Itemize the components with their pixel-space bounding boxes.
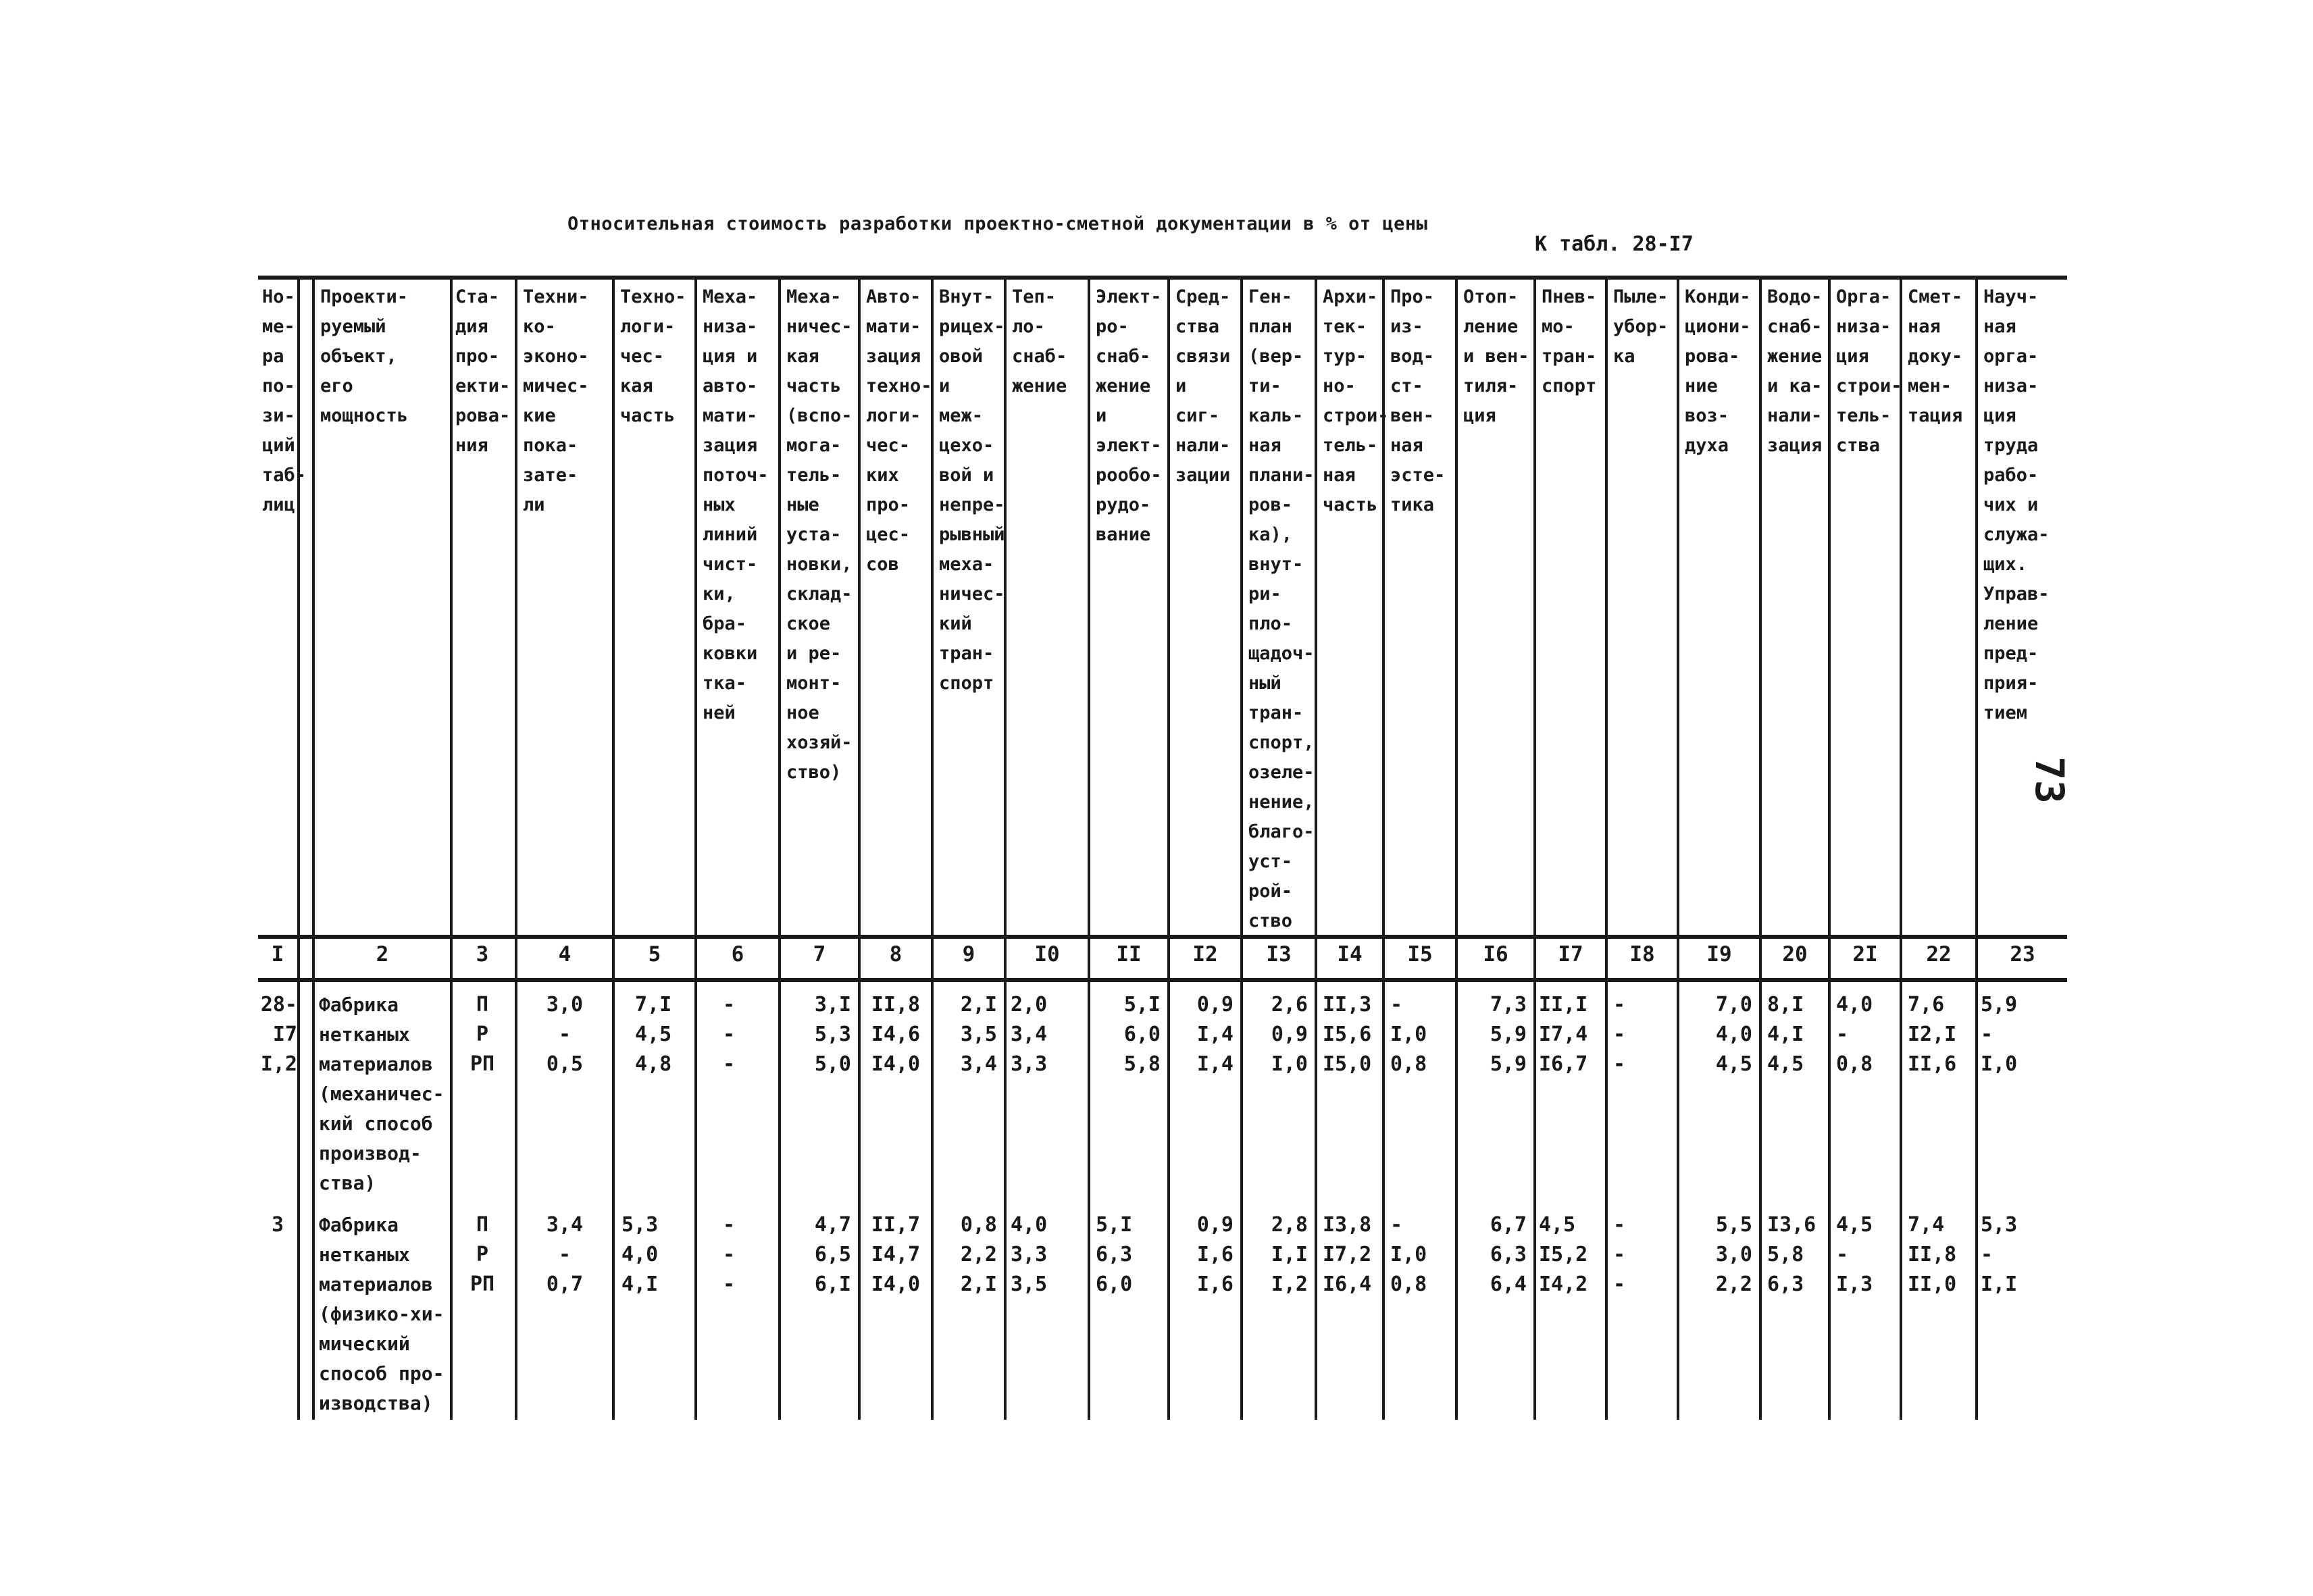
column-number: 2 <box>376 942 389 967</box>
cell-value: 2,I 3,5 3,4 <box>960 993 997 1076</box>
cell-value: - I,0 0,8 <box>1390 993 1427 1076</box>
header-industrial-aesthetics: Про- из- вод- ст- вен- ная эсте- тика <box>1390 286 1446 515</box>
cell-value: II,8 I4,6 I4,0 <box>871 993 921 1076</box>
column-number: 7 <box>813 942 826 967</box>
column-number: 4 <box>558 942 571 967</box>
row-position: 28- I7 I,2 <box>260 993 297 1076</box>
header-architecture: Архи- тек- тур- но- строи- тель- ная часть <box>1323 286 1389 515</box>
cell-value: 4,7 6,5 6,I <box>814 1213 851 1296</box>
cell-value: - - - <box>1613 993 1626 1076</box>
column-number: I2 <box>1192 942 1218 967</box>
cell-value: - - - <box>723 993 736 1076</box>
cell-stage: П Р РП <box>469 1213 495 1296</box>
cell-value: II,7 I4,7 I4,0 <box>871 1213 921 1296</box>
cell-value: 4,0 3,3 3,5 <box>1011 1213 1048 1296</box>
header-tech-economic: Техни- ко- эконо- мичес- кие пока- зате- ли <box>523 286 589 515</box>
column-number: 9 <box>962 942 975 967</box>
cell-value: 0,9 I,4 I,4 <box>1196 993 1234 1076</box>
cell-value: 5,I 6,0 5,8 <box>1123 993 1161 1076</box>
column-number: I6 <box>1483 942 1508 967</box>
header-dust-removal: Пыле- убор- ка <box>1613 286 1669 367</box>
cell-value: I3,8 I7,2 I6,4 <box>1323 1213 1372 1296</box>
page-number: 73 <box>2027 756 2073 804</box>
header-mechanization: Меха- низа- ция и авто- мати- зация поточ- ных линий чист- ки, бра- ковки тка- ней <box>703 286 769 723</box>
cell-value: 4,5 I5,2 I4,2 <box>1539 1213 1588 1296</box>
column-number: I8 <box>1629 942 1655 967</box>
row-object-name: Фабрика нетканых материалов (механичес- кий способ производ- ства) <box>319 994 444 1194</box>
column-number: 5 <box>648 942 661 967</box>
header-heat-supply: Теп- ло- снаб- жение <box>1012 286 1067 396</box>
header-pneumatic-transport: Пнев- мо- тран- спорт <box>1542 286 1597 396</box>
column-number: I3 <box>1266 942 1292 967</box>
column-number: 3 <box>476 942 489 967</box>
cell-value: 6,7 6,3 6,4 <box>1490 1213 1527 1296</box>
table-reference: К табл. 28-I7 <box>1535 232 1694 256</box>
cell-value: 5,9 - I,0 <box>1981 993 2018 1076</box>
cell-value: - - - <box>1613 1213 1626 1296</box>
cell-value: 8,I 4,I 4,5 <box>1767 993 1804 1076</box>
cell-value: 7,6 I2,I II,6 <box>1908 993 1957 1076</box>
cell-value: 0,9 I,6 I,6 <box>1196 1213 1234 1296</box>
column-numbers-bottom-rule <box>258 978 2067 982</box>
row-object-name: Фабрика нетканых материалов (физико-хи- мический способ про- изводства) <box>319 1214 444 1414</box>
header-communications: Сред- ства связи и сиг- нали- зации <box>1175 286 1231 486</box>
header-stage: Ста- дия про- екти- рова- ния <box>455 286 511 456</box>
column-number: 8 <box>889 942 903 967</box>
cell-value: II,I I7,4 I6,7 <box>1539 993 1588 1076</box>
column-number: I <box>271 942 284 967</box>
cell-value: 7,I 4,5 4,8 <box>635 993 672 1076</box>
header-master-plan: Ген- план (вер- ти- каль- ная плани- ров- ка), внут- ри- пло- щадоч- ный тран- спорт, озеле- нение, благо- уст- рой- ство <box>1248 286 1315 931</box>
cell-value: 3,4 - 0,7 <box>546 1213 584 1296</box>
cell-value: - I,0 0,8 <box>1390 1213 1427 1296</box>
column-number: I5 <box>1407 942 1433 967</box>
column-number: I4 <box>1337 942 1363 967</box>
cell-value: I3,6 5,8 6,3 <box>1767 1213 1816 1296</box>
cell-value: 2,8 I,I I,2 <box>1271 1213 1308 1296</box>
cell-value: 7,3 5,9 5,9 <box>1490 993 1527 1076</box>
cell-value: 0,8 2,2 2,I <box>960 1213 997 1296</box>
header-labor-organization: Науч- ная орга- низа- ция труда рабо- чих и служа- щих. Управ- ление пред- прия- тием <box>1983 286 2050 723</box>
header-power-supply: Элект- ро- снаб- жение и элект- рообо- рудо- вание <box>1096 286 1162 545</box>
column-number: I9 <box>1706 942 1732 967</box>
column-number: I0 <box>1034 942 1060 967</box>
cell-value: 7,0 4,0 4,5 <box>1715 993 1752 1076</box>
header-technological: Техно- логи- чес- кая часть <box>620 286 686 426</box>
header-transport: Внут- рицех- овой и меж- цехо- вой и непре- рывный меха- ничес- кий тран- спорт <box>939 286 1005 694</box>
column-number: 2I <box>1852 942 1878 967</box>
cell-value: 5,3 4,0 4,I <box>621 1213 659 1296</box>
cell-value: 4,5 - I,3 <box>1836 1213 1873 1296</box>
column-number: I7 <box>1558 942 1583 967</box>
cell-stage: П Р РП <box>469 993 495 1076</box>
column-number: II <box>1116 942 1142 967</box>
cell-value: 2,0 3,4 3,3 <box>1011 993 1048 1076</box>
header-process-automation: Авто- мати- зация техно- логи- чес- ких про- цес- сов <box>866 286 932 575</box>
cell-value: - - - <box>723 1213 736 1296</box>
cell-value: 5,5 3,0 2,2 <box>1715 1213 1752 1296</box>
header-heating-ventilation: Отоп- ление и вен- тиля- ция <box>1463 286 1529 426</box>
row-position: 3 <box>271 1213 284 1237</box>
column-number: 6 <box>731 942 744 967</box>
table-top-rule <box>258 276 2067 280</box>
header-water-sewerage: Водо- снаб- жение и ка- нали- зация <box>1767 286 1823 456</box>
document-title: Относительная стоимость разработки проектно-сметной документации в % от цены <box>567 213 1428 234</box>
cell-value: 3,0 - 0,5 <box>546 993 584 1076</box>
cell-value: 7,4 II,8 II,0 <box>1908 1213 1957 1296</box>
cell-value: 5,I 6,3 6,0 <box>1096 1213 1133 1296</box>
column-number: 22 <box>1926 942 1952 967</box>
header-estimate-docs: Смет- ная доку- мен- тация <box>1908 286 1963 426</box>
header-positions: Но- ме- ра по- зи- ций таб- лиц <box>262 286 307 515</box>
column-number: 20 <box>1782 942 1808 967</box>
column-number: 23 <box>2010 942 2035 967</box>
header-construction-organization: Орга- низа- ция строи- тель- ства <box>1836 286 1902 456</box>
cell-value: 3,I 5,3 5,0 <box>814 993 851 1076</box>
header-mechanical: Меха- ничес- кая часть (вспо- мога- тель- ные уста- новки, склад- ское и ре- монт- ное хозяй- ство) <box>786 286 853 783</box>
header-air-conditioning: Конди- циони- рова- ние воз- духа <box>1685 286 1751 456</box>
cell-value: 5,3 - I,I <box>1981 1213 2018 1296</box>
cell-value: 2,6 0,9 I,0 <box>1271 993 1308 1076</box>
header-object: Проекти- руемый объект, его мощность <box>320 286 409 426</box>
cell-value: II,3 I5,6 I5,0 <box>1323 993 1372 1076</box>
cell-value: 4,0 - 0,8 <box>1836 993 1873 1076</box>
